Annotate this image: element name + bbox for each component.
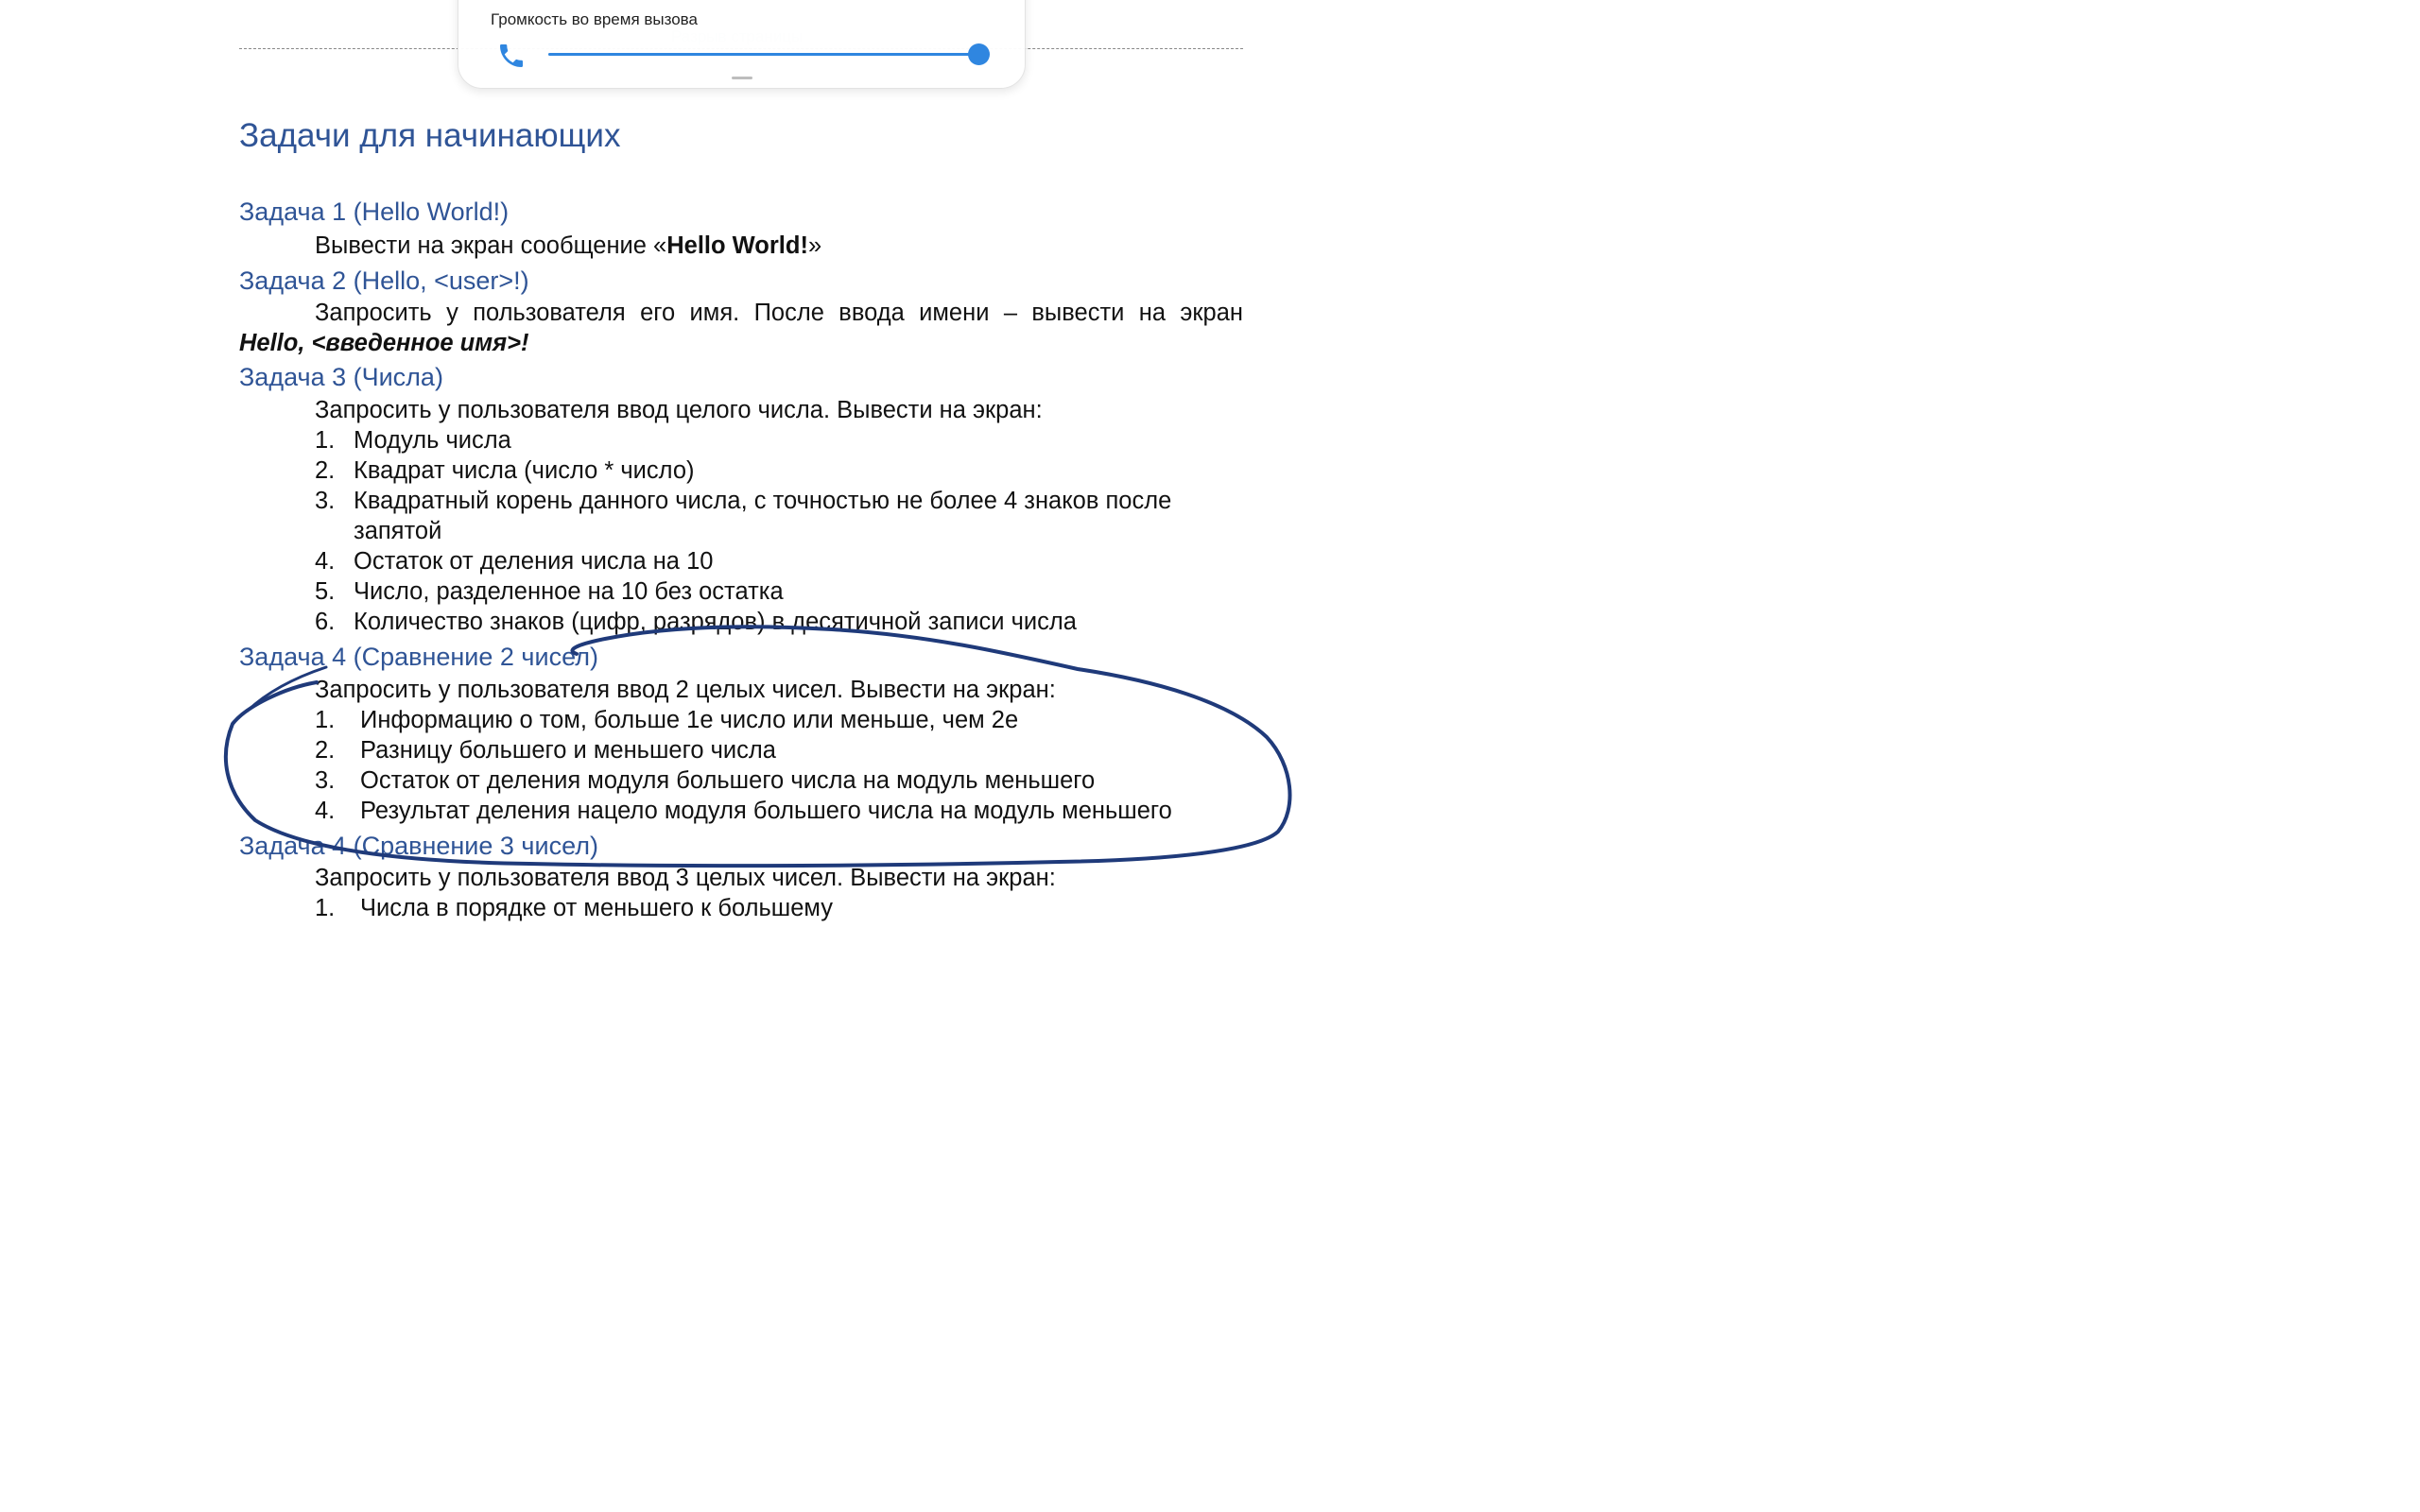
list-item-text: Результат деления нацело модуля большего числа на модуль меньшего <box>360 798 1172 824</box>
list-item-text: Числа в порядке от меньшего к большему <box>360 895 834 921</box>
list-item-text: Информацию о том, больше 1е число или меньше, чем 2е <box>360 707 1019 733</box>
task-1-text <box>315 232 821 260</box>
document-heading: Задачи для начинающих <box>239 117 621 154</box>
task-4-text: Запросить у пользователя ввод 2 целых чисел. Вывести на экран: <box>315 677 1056 703</box>
task-5-text: Запросить у пользователя ввод 3 целых чисел. Вывести на экран: <box>315 865 1056 891</box>
task-1-title: Задача 1 (Hello World!) <box>239 198 510 226</box>
list-item-text: Число, разделенное на 10 без остатка <box>354 578 784 605</box>
task-1-text-start: Вывести на экран сообщение « <box>315 232 667 259</box>
list-item-text: Остаток от деления числа на 10 <box>354 548 714 575</box>
list-number: 5. <box>315 578 336 605</box>
list-number: 2. <box>315 457 336 484</box>
call-volume-slider[interactable] <box>548 53 978 56</box>
list-item-text: Модуль числа <box>354 427 511 454</box>
phone-icon <box>496 41 527 71</box>
list-number: 6. <box>315 609 336 635</box>
panel-drag-handle[interactable] <box>732 77 752 79</box>
task-2-text: Запросить у пользователя его имя. После ввода имени – вывести на экран <box>315 300 1243 326</box>
list-number: 3. <box>315 767 336 794</box>
task-1-text-bold: Hello World! <box>666 232 808 259</box>
list-number: 4. <box>315 548 336 575</box>
task-4-title: Задача 4 (Сравнение 2 чисел) <box>239 643 598 671</box>
list-item-text: Квадратный корень данного числа, с точностью не более 4 знаков после <box>354 488 1172 514</box>
list-number: 1. <box>315 427 336 454</box>
volume-panel-title: Громкость во время вызова <box>491 10 698 28</box>
task-3-text: Запросить у пользователя ввод целого числа. Вывести на экран: <box>315 397 1043 423</box>
list-item-text: Остаток от деления модуля большего числа на модуль меньшего <box>360 767 1096 794</box>
list-number: 1. <box>315 707 336 733</box>
list-number: 4. <box>315 798 336 824</box>
list-number: 2. <box>315 737 336 764</box>
task-2-text-continuation: Hello, <введенное имя>! <box>239 330 529 356</box>
task-5-title: Задача 4 (Сравнение 3 чисел) <box>239 832 598 860</box>
volume-slider-fill <box>548 53 978 56</box>
list-item-text: Квадрат числа (число * число) <box>354 457 695 484</box>
task-3-title: Задача 3 (Числа) <box>239 363 443 391</box>
list-item-text: Количество знаков (цифр, разрядов) в десятичной записи числа <box>354 609 1077 635</box>
list-number: 1. <box>315 895 336 921</box>
list-item-text: запятой <box>354 518 442 544</box>
list-item-text: Разницу большего и меньшего числа <box>360 737 776 764</box>
list-number: 3. <box>315 488 336 514</box>
call-volume-panel <box>458 0 1026 89</box>
volume-slider-thumb[interactable] <box>968 43 990 65</box>
task-1-text-end: » <box>807 232 822 259</box>
task-2-title: Задача 2 (Hello, <user>!) <box>239 266 529 295</box>
